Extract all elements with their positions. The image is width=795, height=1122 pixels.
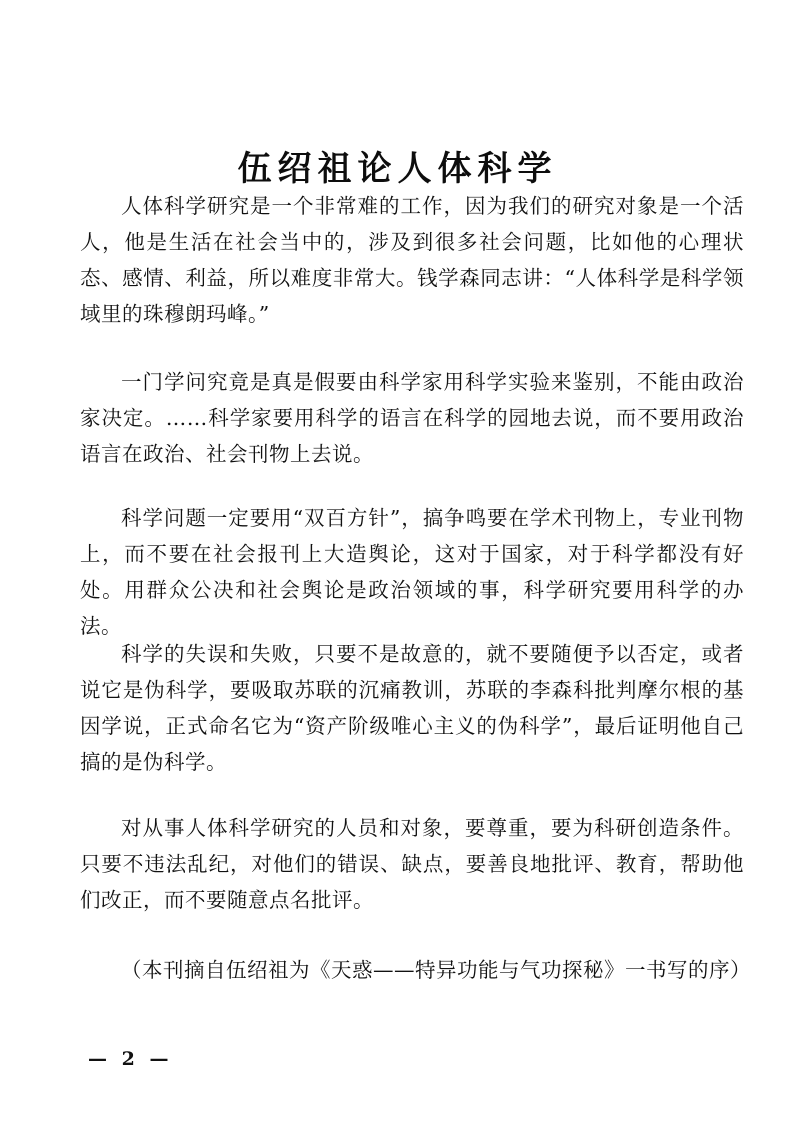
paragraph-5: 对从事人体科学研究的人员和对象，要尊重，要为科研创造条件。只要不违法乱纪，对他们的错误、缺点，要善良地批评、教育，帮助他们改正，而不要随意点名批评。 <box>80 816 744 912</box>
paragraph-3: 科学问题一定要用“双百方针”，搞争鸣要在学术刊物上，专业刊物上，而不要在社会报刊上大造舆论，这对于国家，对于科学都没有好处。用群众公决和社会舆论是政治领域的事，科学研究要用科学的办法。 <box>80 506 744 638</box>
page-number: — 2 — <box>88 1048 173 1070</box>
source-note: （本刊摘自伍绍祖为《天惑——特异功能与气功探秘》一书写的序） <box>121 958 751 982</box>
paragraph-4: 科学的失误和失败，只要不是故意的，就不要随便予以否定，或者说它是伪科学，要吸取苏联的沉痛教训，苏联的李森科批判摩尔根的基因学说，正式命名它为“资产阶级唯心主义的伪科学”，最后证明他自己搞的是伪科学。 <box>80 642 744 774</box>
paragraph-1: 人体科学研究是一个非常难的工作，因为我们的研究对象是一个活人，他是生活在社会当中的，涉及到很多社会问题，比如他的心理状态、感情、利益，所以难度非常大。钱学森同志讲：“人体科学是科学领域里的珠穆朗玛峰。” <box>80 194 744 326</box>
paragraph-2: 一门学问究竟是真是假要由科学家用科学实验来鉴别，不能由政治家决定。……科学家要用科学的语言在科学的园地去说，而不要用政治语言在政治、社会刊物上去说。 <box>80 370 744 466</box>
article-title: 伍绍祖论人体科学 <box>237 148 558 189</box>
